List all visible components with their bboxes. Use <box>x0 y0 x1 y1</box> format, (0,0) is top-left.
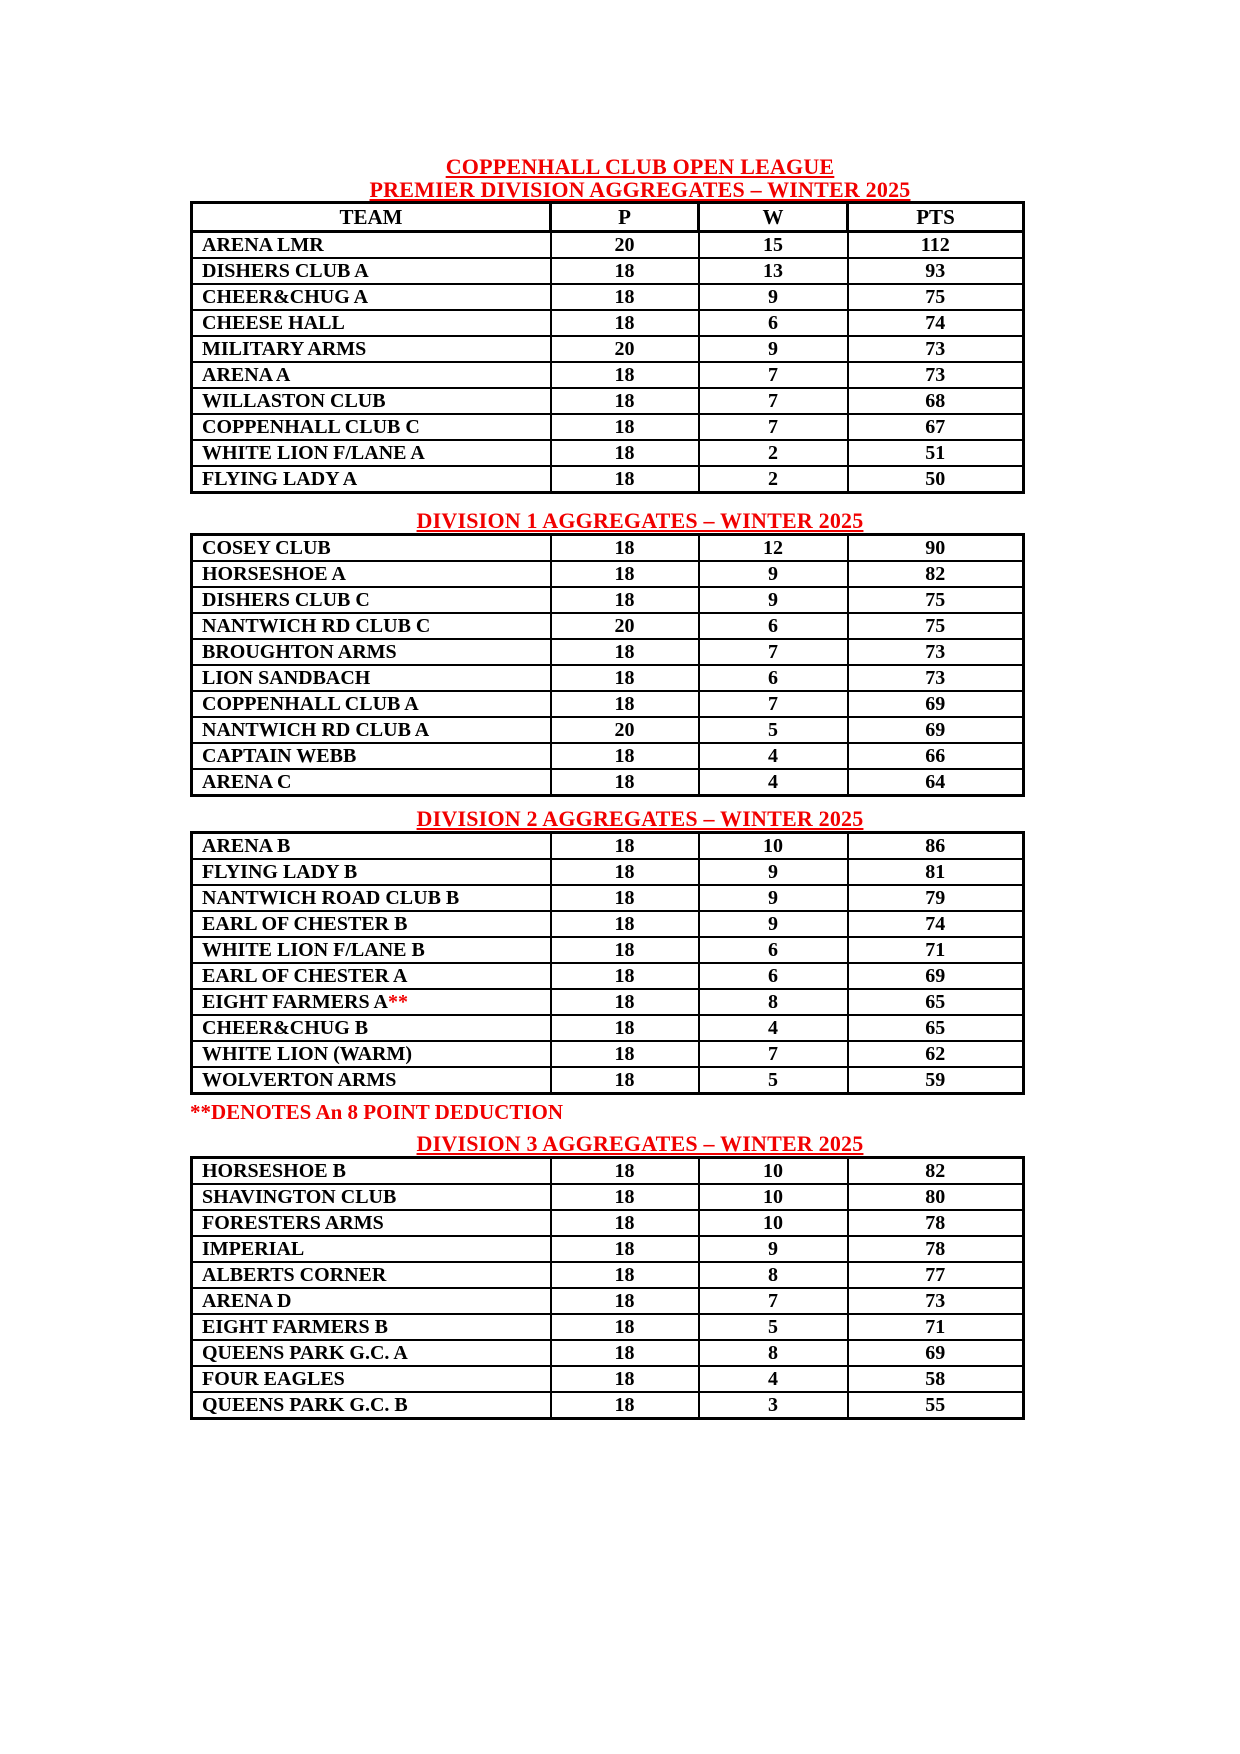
wins-cell: 8 <box>699 1262 848 1288</box>
column-header-points: PTS <box>848 203 1024 232</box>
played-cell: 18 <box>551 1314 699 1340</box>
table-row <box>192 561 1024 587</box>
wins-cell: 2 <box>699 440 848 466</box>
table-row <box>192 1184 1024 1210</box>
table-row <box>192 587 1024 613</box>
points-cell: 75 <box>848 613 1024 639</box>
points-cell: 67 <box>848 414 1024 440</box>
table-row <box>192 414 1024 440</box>
team-name-cell: COSEY CLUB <box>192 535 551 562</box>
team-name-cell: BROUGHTON ARMS <box>192 639 551 665</box>
table-row <box>192 937 1024 963</box>
table-row <box>192 769 1024 796</box>
table-row <box>192 859 1024 885</box>
division-2-table <box>190 831 1025 1095</box>
table-row <box>192 440 1024 466</box>
points-cell: 71 <box>848 937 1024 963</box>
team-name-cell: HORSESHOE B <box>192 1158 551 1185</box>
team-name-cell: WHITE LION F/LANE A <box>192 440 551 466</box>
team-name-cell: CHEER&CHUG A <box>192 284 551 310</box>
column-header-played: P <box>551 203 699 232</box>
points-cell: 62 <box>848 1041 1024 1067</box>
wins-cell: 7 <box>699 414 848 440</box>
table-row <box>192 1340 1024 1366</box>
team-name-cell: QUEENS PARK G.C. A <box>192 1340 551 1366</box>
team-name-cell: HORSESHOE A <box>192 561 551 587</box>
played-cell: 18 <box>551 743 699 769</box>
table-row <box>192 1262 1024 1288</box>
table-row <box>192 1158 1024 1185</box>
played-cell: 18 <box>551 440 699 466</box>
points-cell: 59 <box>848 1067 1024 1094</box>
wins-cell: 5 <box>699 1067 848 1094</box>
points-cell: 75 <box>848 587 1024 613</box>
wins-cell: 4 <box>699 1015 848 1041</box>
points-cell: 51 <box>848 440 1024 466</box>
team-name-cell: FLYING LADY A <box>192 466 551 493</box>
played-cell: 18 <box>551 691 699 717</box>
division-1-table <box>190 533 1025 797</box>
table-row <box>192 1041 1024 1067</box>
table-row <box>192 1015 1024 1041</box>
played-cell: 18 <box>551 362 699 388</box>
division-3-table <box>190 1156 1025 1420</box>
played-cell: 18 <box>551 1015 699 1041</box>
played-cell: 18 <box>551 310 699 336</box>
played-cell: 18 <box>551 284 699 310</box>
team-name-cell: QUEENS PARK G.C. B <box>192 1392 551 1419</box>
wins-cell: 13 <box>699 258 848 284</box>
team-name-cell: WHITE LION F/LANE B <box>192 937 551 963</box>
played-cell: 20 <box>551 232 699 259</box>
table-row <box>192 833 1024 860</box>
team-name-cell: ARENA B <box>192 833 551 860</box>
points-cell: 65 <box>848 1015 1024 1041</box>
wins-cell: 4 <box>699 743 848 769</box>
points-cell: 73 <box>848 1288 1024 1314</box>
played-cell: 18 <box>551 414 699 440</box>
played-cell: 18 <box>551 1210 699 1236</box>
points-cell: 68 <box>848 388 1024 414</box>
wins-cell: 8 <box>699 1340 848 1366</box>
team-name-cell: LION SANDBACH <box>192 665 551 691</box>
team-name-cell: EIGHT FARMERS B <box>192 1314 551 1340</box>
team-name-cell: MILITARY ARMS <box>192 336 551 362</box>
team-name-cell: WOLVERTON ARMS <box>192 1067 551 1094</box>
points-cell: 74 <box>848 310 1024 336</box>
table-row <box>192 613 1024 639</box>
wins-cell: 6 <box>699 310 848 336</box>
team-name-cell: ARENA D <box>192 1288 551 1314</box>
wins-cell: 9 <box>699 859 848 885</box>
wins-cell: 6 <box>699 963 848 989</box>
team-name-cell: ALBERTS CORNER <box>192 1262 551 1288</box>
table-row <box>192 232 1024 259</box>
played-cell: 18 <box>551 1392 699 1419</box>
points-cell: 73 <box>848 639 1024 665</box>
points-cell: 50 <box>848 466 1024 493</box>
points-cell: 82 <box>848 561 1024 587</box>
wins-cell: 5 <box>699 717 848 743</box>
table-row <box>192 743 1024 769</box>
table-row <box>192 639 1024 665</box>
table-row <box>192 284 1024 310</box>
points-cell: 90 <box>848 535 1024 562</box>
wins-cell: 7 <box>699 1288 848 1314</box>
played-cell: 18 <box>551 1158 699 1185</box>
played-cell: 18 <box>551 885 699 911</box>
played-cell: 18 <box>551 1236 699 1262</box>
points-cell: 74 <box>848 911 1024 937</box>
played-cell: 18 <box>551 258 699 284</box>
points-cell: 77 <box>848 1262 1024 1288</box>
table-row <box>192 362 1024 388</box>
team-name-cell: DISHERS CLUB C <box>192 587 551 613</box>
played-cell: 18 <box>551 1366 699 1392</box>
points-cell: 93 <box>848 258 1024 284</box>
points-cell: 112 <box>848 232 1024 259</box>
table-row <box>192 336 1024 362</box>
column-header-wins: W <box>699 203 848 232</box>
wins-cell: 9 <box>699 336 848 362</box>
played-cell: 18 <box>551 535 699 562</box>
table-row <box>192 1067 1024 1094</box>
table-row <box>192 1236 1024 1262</box>
team-name-cell: NANTWICH RD CLUB A <box>192 717 551 743</box>
team-name-cell: ARENA LMR <box>192 232 551 259</box>
team-name-cell: CHEER&CHUG B <box>192 1015 551 1041</box>
table-row <box>192 1392 1024 1419</box>
points-cell: 65 <box>848 989 1024 1015</box>
table-header-row <box>192 203 1024 232</box>
wins-cell: 6 <box>699 613 848 639</box>
wins-cell: 4 <box>699 1366 848 1392</box>
table-row <box>192 885 1024 911</box>
premier-division-heading: PREMIER DIVISION AGGREGATES – WINTER 2025 <box>369 177 911 202</box>
wins-cell: 7 <box>699 362 848 388</box>
points-cell: 69 <box>848 691 1024 717</box>
deduction-marker: ** <box>387 991 408 1013</box>
played-cell: 18 <box>551 937 699 963</box>
points-cell: 81 <box>848 859 1024 885</box>
played-cell: 18 <box>551 388 699 414</box>
played-cell: 18 <box>551 911 699 937</box>
points-cell: 64 <box>848 769 1024 796</box>
played-cell: 18 <box>551 859 699 885</box>
played-cell: 18 <box>551 1067 699 1094</box>
team-name-cell: COPPENHALL CLUB C <box>192 414 551 440</box>
points-cell: 78 <box>848 1236 1024 1262</box>
wins-cell: 2 <box>699 466 848 493</box>
wins-cell: 7 <box>699 388 848 414</box>
column-header-team: TEAM <box>192 203 551 232</box>
table-row <box>192 466 1024 493</box>
team-name-cell: IMPERIAL <box>192 1236 551 1262</box>
points-cell: 69 <box>848 963 1024 989</box>
team-name-cell: CAPTAIN WEBB <box>192 743 551 769</box>
played-cell: 18 <box>551 1262 699 1288</box>
team-name-cell: FORESTERS ARMS <box>192 1210 551 1236</box>
team-name-cell: NANTWICH RD CLUB C <box>192 613 551 639</box>
played-cell: 18 <box>551 466 699 493</box>
wins-cell: 5 <box>699 1314 848 1340</box>
wins-cell: 7 <box>699 691 848 717</box>
table-row <box>192 665 1024 691</box>
table-row <box>192 1366 1024 1392</box>
deduction-footnote: **DENOTES An 8 POINT DEDUCTION <box>190 1100 564 1124</box>
played-cell: 18 <box>551 587 699 613</box>
wins-cell: 10 <box>699 1184 848 1210</box>
played-cell: 18 <box>551 665 699 691</box>
table-row <box>192 691 1024 717</box>
wins-cell: 8 <box>699 989 848 1015</box>
points-cell: 66 <box>848 743 1024 769</box>
premier-division-table <box>190 201 1025 494</box>
points-cell: 75 <box>848 284 1024 310</box>
table-row <box>192 388 1024 414</box>
wins-cell: 9 <box>699 885 848 911</box>
wins-cell: 9 <box>699 284 848 310</box>
played-cell: 18 <box>551 561 699 587</box>
table-row <box>192 963 1024 989</box>
points-cell: 73 <box>848 336 1024 362</box>
played-cell: 18 <box>551 1288 699 1314</box>
points-cell: 71 <box>848 1314 1024 1340</box>
table-row <box>192 1288 1024 1314</box>
points-cell: 69 <box>848 1340 1024 1366</box>
document-title: COPPENHALL CLUB OPEN LEAGUE <box>445 154 835 179</box>
wins-cell: 10 <box>699 1158 848 1185</box>
wins-cell: 6 <box>699 665 848 691</box>
wins-cell: 10 <box>699 833 848 860</box>
team-name-cell: WHITE LION (WARM) <box>192 1041 551 1067</box>
division-2-heading: DIVISION 2 AGGREGATES – WINTER 2025 <box>416 806 864 831</box>
played-cell: 18 <box>551 1340 699 1366</box>
table-row <box>192 717 1024 743</box>
wins-cell: 4 <box>699 769 848 796</box>
played-cell: 20 <box>551 336 699 362</box>
points-cell: 58 <box>848 1366 1024 1392</box>
team-name-cell: FOUR EAGLES <box>192 1366 551 1392</box>
wins-cell: 3 <box>699 1392 848 1419</box>
wins-cell: 9 <box>699 911 848 937</box>
table-row <box>192 258 1024 284</box>
points-cell: 82 <box>848 1158 1024 1185</box>
wins-cell: 12 <box>699 535 848 562</box>
wins-cell: 9 <box>699 587 848 613</box>
team-name-cell: DISHERS CLUB A <box>192 258 551 284</box>
division-3-heading: DIVISION 3 AGGREGATES – WINTER 2025 <box>416 1131 864 1156</box>
table-row <box>192 535 1024 562</box>
team-name-cell: EARL OF CHESTER A <box>192 963 551 989</box>
played-cell: 20 <box>551 717 699 743</box>
played-cell: 20 <box>551 613 699 639</box>
team-name-cell: FLYING LADY B <box>192 859 551 885</box>
table-row <box>192 310 1024 336</box>
wins-cell: 7 <box>699 1041 848 1067</box>
team-name-cell: SHAVINGTON CLUB <box>192 1184 551 1210</box>
table-row <box>192 1210 1024 1236</box>
table-row <box>192 911 1024 937</box>
table-row <box>192 989 1024 1015</box>
wins-cell: 7 <box>699 639 848 665</box>
played-cell: 18 <box>551 1184 699 1210</box>
wins-cell: 9 <box>699 1236 848 1262</box>
team-name-cell: ARENA A <box>192 362 551 388</box>
wins-cell: 9 <box>699 561 848 587</box>
points-cell: 79 <box>848 885 1024 911</box>
division-1-heading: DIVISION 1 AGGREGATES – WINTER 2025 <box>416 508 864 533</box>
wins-cell: 15 <box>699 232 848 259</box>
team-name-cell: CHEESE HALL <box>192 310 551 336</box>
table-row <box>192 1314 1024 1340</box>
played-cell: 18 <box>551 989 699 1015</box>
points-cell: 69 <box>848 717 1024 743</box>
points-cell: 55 <box>848 1392 1024 1419</box>
wins-cell: 10 <box>699 1210 848 1236</box>
points-cell: 86 <box>848 833 1024 860</box>
wins-cell: 6 <box>699 937 848 963</box>
played-cell: 18 <box>551 1041 699 1067</box>
played-cell: 18 <box>551 833 699 860</box>
points-cell: 80 <box>848 1184 1024 1210</box>
played-cell: 18 <box>551 639 699 665</box>
team-name-cell: COPPENHALL CLUB A <box>192 691 551 717</box>
team-name-cell: WILLASTON CLUB <box>192 388 551 414</box>
played-cell: 18 <box>551 769 699 796</box>
played-cell: 18 <box>551 963 699 989</box>
team-name-cell: EARL OF CHESTER B <box>192 911 551 937</box>
points-cell: 73 <box>848 665 1024 691</box>
team-name-cell: ARENA C <box>192 769 551 796</box>
points-cell: 73 <box>848 362 1024 388</box>
points-cell: 78 <box>848 1210 1024 1236</box>
team-name-cell: NANTWICH ROAD CLUB B <box>192 885 551 911</box>
team-name-cell: EIGHT FARMERS A** <box>192 989 551 1015</box>
